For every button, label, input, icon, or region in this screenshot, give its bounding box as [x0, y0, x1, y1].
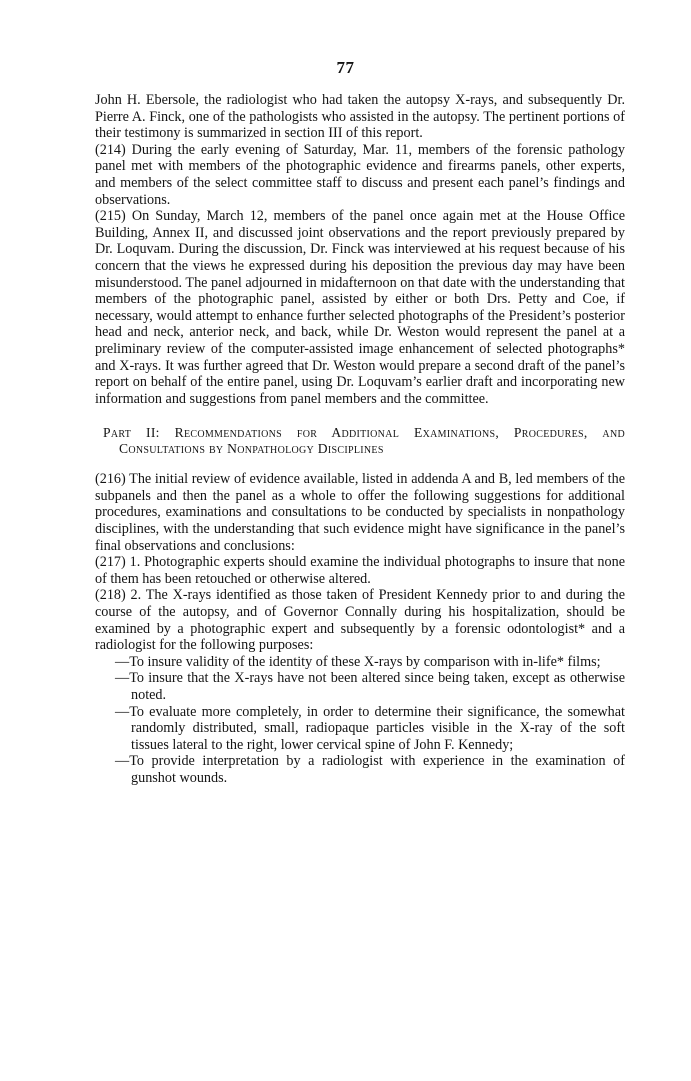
paragraph-214: (214) During the early evening of Saturday, Mar. 11, members of the forensic pathology panel met with members of the photographic evidence and firearms panels, other experts, and members of the select committee staff to discuss and present each panel’s findings and observations. — [95, 141, 625, 208]
page-number: 77 — [336, 58, 355, 77]
body-text — [95, 92, 625, 787]
list-item: — To insure validity of the identity of these X-rays by comparison with in-life* films; — [95, 654, 625, 671]
purposes-list — [95, 654, 625, 787]
paragraph-217: (217) 1. Photographic experts should examine the individual photographs to insure that none of them has been retouched or otherwise altered. — [95, 554, 625, 587]
paragraph-continued: John H. Ebersole, the radiologist who had taken the autopsy X-rays, and subsequently Dr. Pierre A. Finck, one of the pathologists who assisted in the autopsy. The pertinent portions of their testimony is summarized in section III of this report. — [95, 92, 625, 142]
paragraph-218: (218) 2. The X-rays identified as those taken of President Kennedy prior to and during the course of the autopsy, and of Governor Connally during his hospitalization, should be examined by a photographic expert and subsequently by a forensic odontologist* and a radiologist for the following purposes: — [95, 587, 625, 654]
list-item: — To evaluate more completely, in order to determine their significance, the somewhat randomly distributed, small, radiopaque particles visible in the X-ray of the soft tissues lateral to the right, lower cervical spine of John F. Kennedy; — [95, 704, 625, 754]
paragraph-216: (216) The initial review of evidence available, listed in addenda A and B, led members of the subpanels and then the panel as a whole to offer the following suggestions for additional procedures, examinations and consultations to be conducted by specialists in nonpathology disciplines, with the understanding that such evidence might have significance in the panel’s final observations and conclusions: — [95, 471, 625, 554]
paragraph-215: (215) On Sunday, March 12, members of the panel once again met at the House Office Building, Annex II, and discussed joint observations and the report previously prepared by Dr. Loquvam. During the discussion, Dr. Finck was interviewed at his request because of his concern that the views he expressed during his deposition the previous day may have been misunderstood. The panel adjourned in midafternoon on that date with the understanding that members of the photographic panel, assisted by either or both Drs. Petty and Coe, if necessary, would attempt to enhance further selected photographs of the President’s posterior head and neck, anterior neck, and back, while Dr. Weston would represent the panel at a preliminary review of the computer-assisted image enhancement of selected photographs* and X-rays. It was further agreed that Dr. Weston would prepare a second draft of the panel’s report on behalf of the entire panel, using Dr. Loquvam’s earlier draft and incorporating new information and suggestions from panel members and the committee. — [95, 208, 625, 407]
part-heading: Part II: Recommendations for Additional Examinations, Procedures, and Consultations by Nonpathology Disciplines — [103, 425, 625, 457]
list-item: — To provide interpretation by a radiologist with experience in the examination of gunshot wounds. — [95, 753, 625, 786]
list-item: — To insure that the X-rays have not been altered since being taken, except as otherwise noted. — [95, 670, 625, 703]
